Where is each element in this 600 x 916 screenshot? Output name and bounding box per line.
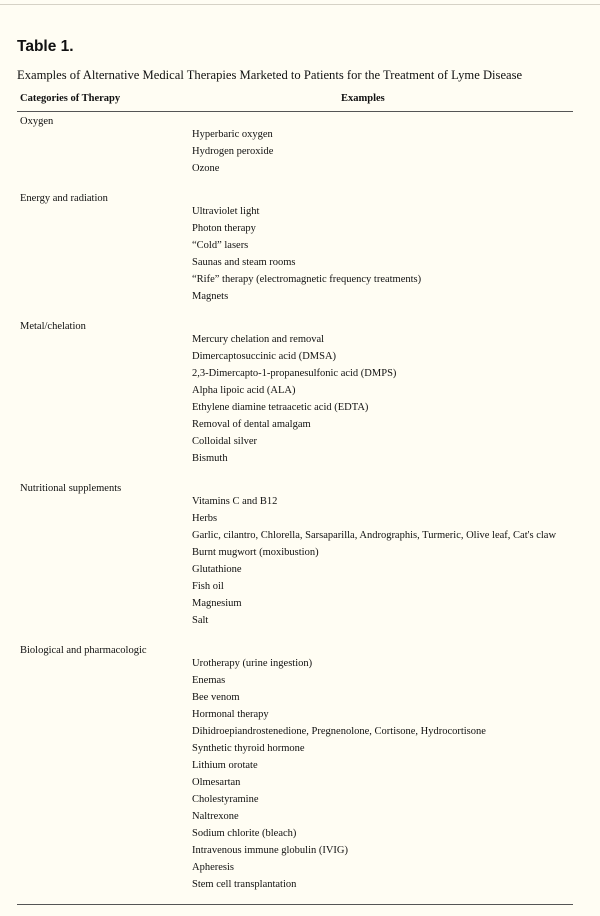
- example-item: Hormonal therapy: [192, 709, 269, 720]
- example-item: Bee venom: [192, 692, 240, 703]
- example-item: Intravenous immune globulin (IVIG): [192, 845, 349, 856]
- example-item: Stem cell transplantation: [192, 879, 297, 890]
- example-item: Mercury chelation and removal: [192, 334, 325, 345]
- examples-list: [192, 655, 486, 893]
- table-label: Table 1.: [17, 38, 74, 55]
- example-item: Olmesartan: [192, 777, 241, 788]
- example-item: Colloidal silver: [192, 436, 258, 447]
- header-categories: Categories of Therapy: [20, 93, 121, 104]
- example-item: Vitamins C and B12: [192, 496, 278, 507]
- example-item: Dimercaptosuccinic acid (DMSA): [192, 351, 337, 362]
- examples-list: [192, 493, 556, 629]
- example-item: Herbs: [192, 513, 218, 524]
- category-label: Oxygen: [20, 116, 54, 127]
- example-item: Bismuth: [192, 453, 228, 464]
- header-examples: Examples: [341, 93, 385, 104]
- examples-list: [192, 126, 273, 177]
- example-item: Cholestyramine: [192, 794, 259, 805]
- table-caption: Examples of Alternative Medical Therapies Marketed to Patients for the Treatment of Lyme Disease: [17, 68, 523, 82]
- example-item: Lithium orotate: [192, 760, 258, 771]
- example-item: Hydrogen peroxide: [192, 146, 274, 157]
- top-divider: [0, 4, 600, 5]
- example-item: Apheresis: [192, 862, 234, 873]
- example-item: Magnesium: [192, 598, 242, 609]
- example-item: “Rife” therapy (electromagnetic frequency treatments): [192, 274, 422, 285]
- example-item: “Cold” lasers: [192, 240, 249, 251]
- bottom-divider: [17, 904, 573, 905]
- example-item: Naltrexone: [192, 811, 239, 822]
- example-item: Removal of dental amalgam: [192, 419, 311, 430]
- example-item: Ultraviolet light: [192, 206, 260, 217]
- example-item: Magnets: [192, 291, 229, 302]
- example-item: Saunas and steam rooms: [192, 257, 296, 268]
- examples-list: [192, 331, 396, 467]
- example-item: 2,3-Dimercapto-1-propanesulfonic acid (DMPS): [192, 368, 397, 379]
- example-item: Photon therapy: [192, 223, 256, 234]
- example-item: Enemas: [192, 675, 226, 686]
- example-item: Ozone: [192, 163, 220, 174]
- category-label: Metal/chelation: [20, 321, 86, 332]
- example-item: Garlic, cilantro, Chlorella, Sarsaparilla, Andrographis, Turmeric, Olive leaf, Cat's claw: [192, 530, 557, 541]
- example-item: Glutathione: [192, 564, 242, 575]
- examples-list: [192, 203, 421, 305]
- example-item: Dihidroepiandrostenedione, Pregnenolone, Cortisone, Hydrocortisone: [192, 726, 486, 737]
- example-item: Synthetic thyroid hormone: [192, 743, 305, 754]
- example-item: Urotherapy (urine ingestion): [192, 658, 313, 669]
- example-item: Fish oil: [192, 581, 224, 592]
- example-item: Salt: [192, 615, 209, 626]
- example-item: Burnt mugwort (moxibustion): [192, 547, 319, 558]
- header-divider: [17, 111, 573, 112]
- example-item: Ethylene diamine tetraacetic acid (EDTA): [192, 402, 369, 413]
- example-item: Sodium chlorite (bleach): [192, 828, 297, 839]
- example-item: Alpha lipoic acid (ALA): [192, 385, 296, 396]
- category-label: Nutritional supplements: [20, 483, 122, 494]
- example-item: Hyperbaric oxygen: [192, 129, 273, 140]
- category-label: Biological and pharmacologic: [20, 645, 147, 656]
- category-label: Energy and radiation: [20, 193, 108, 204]
